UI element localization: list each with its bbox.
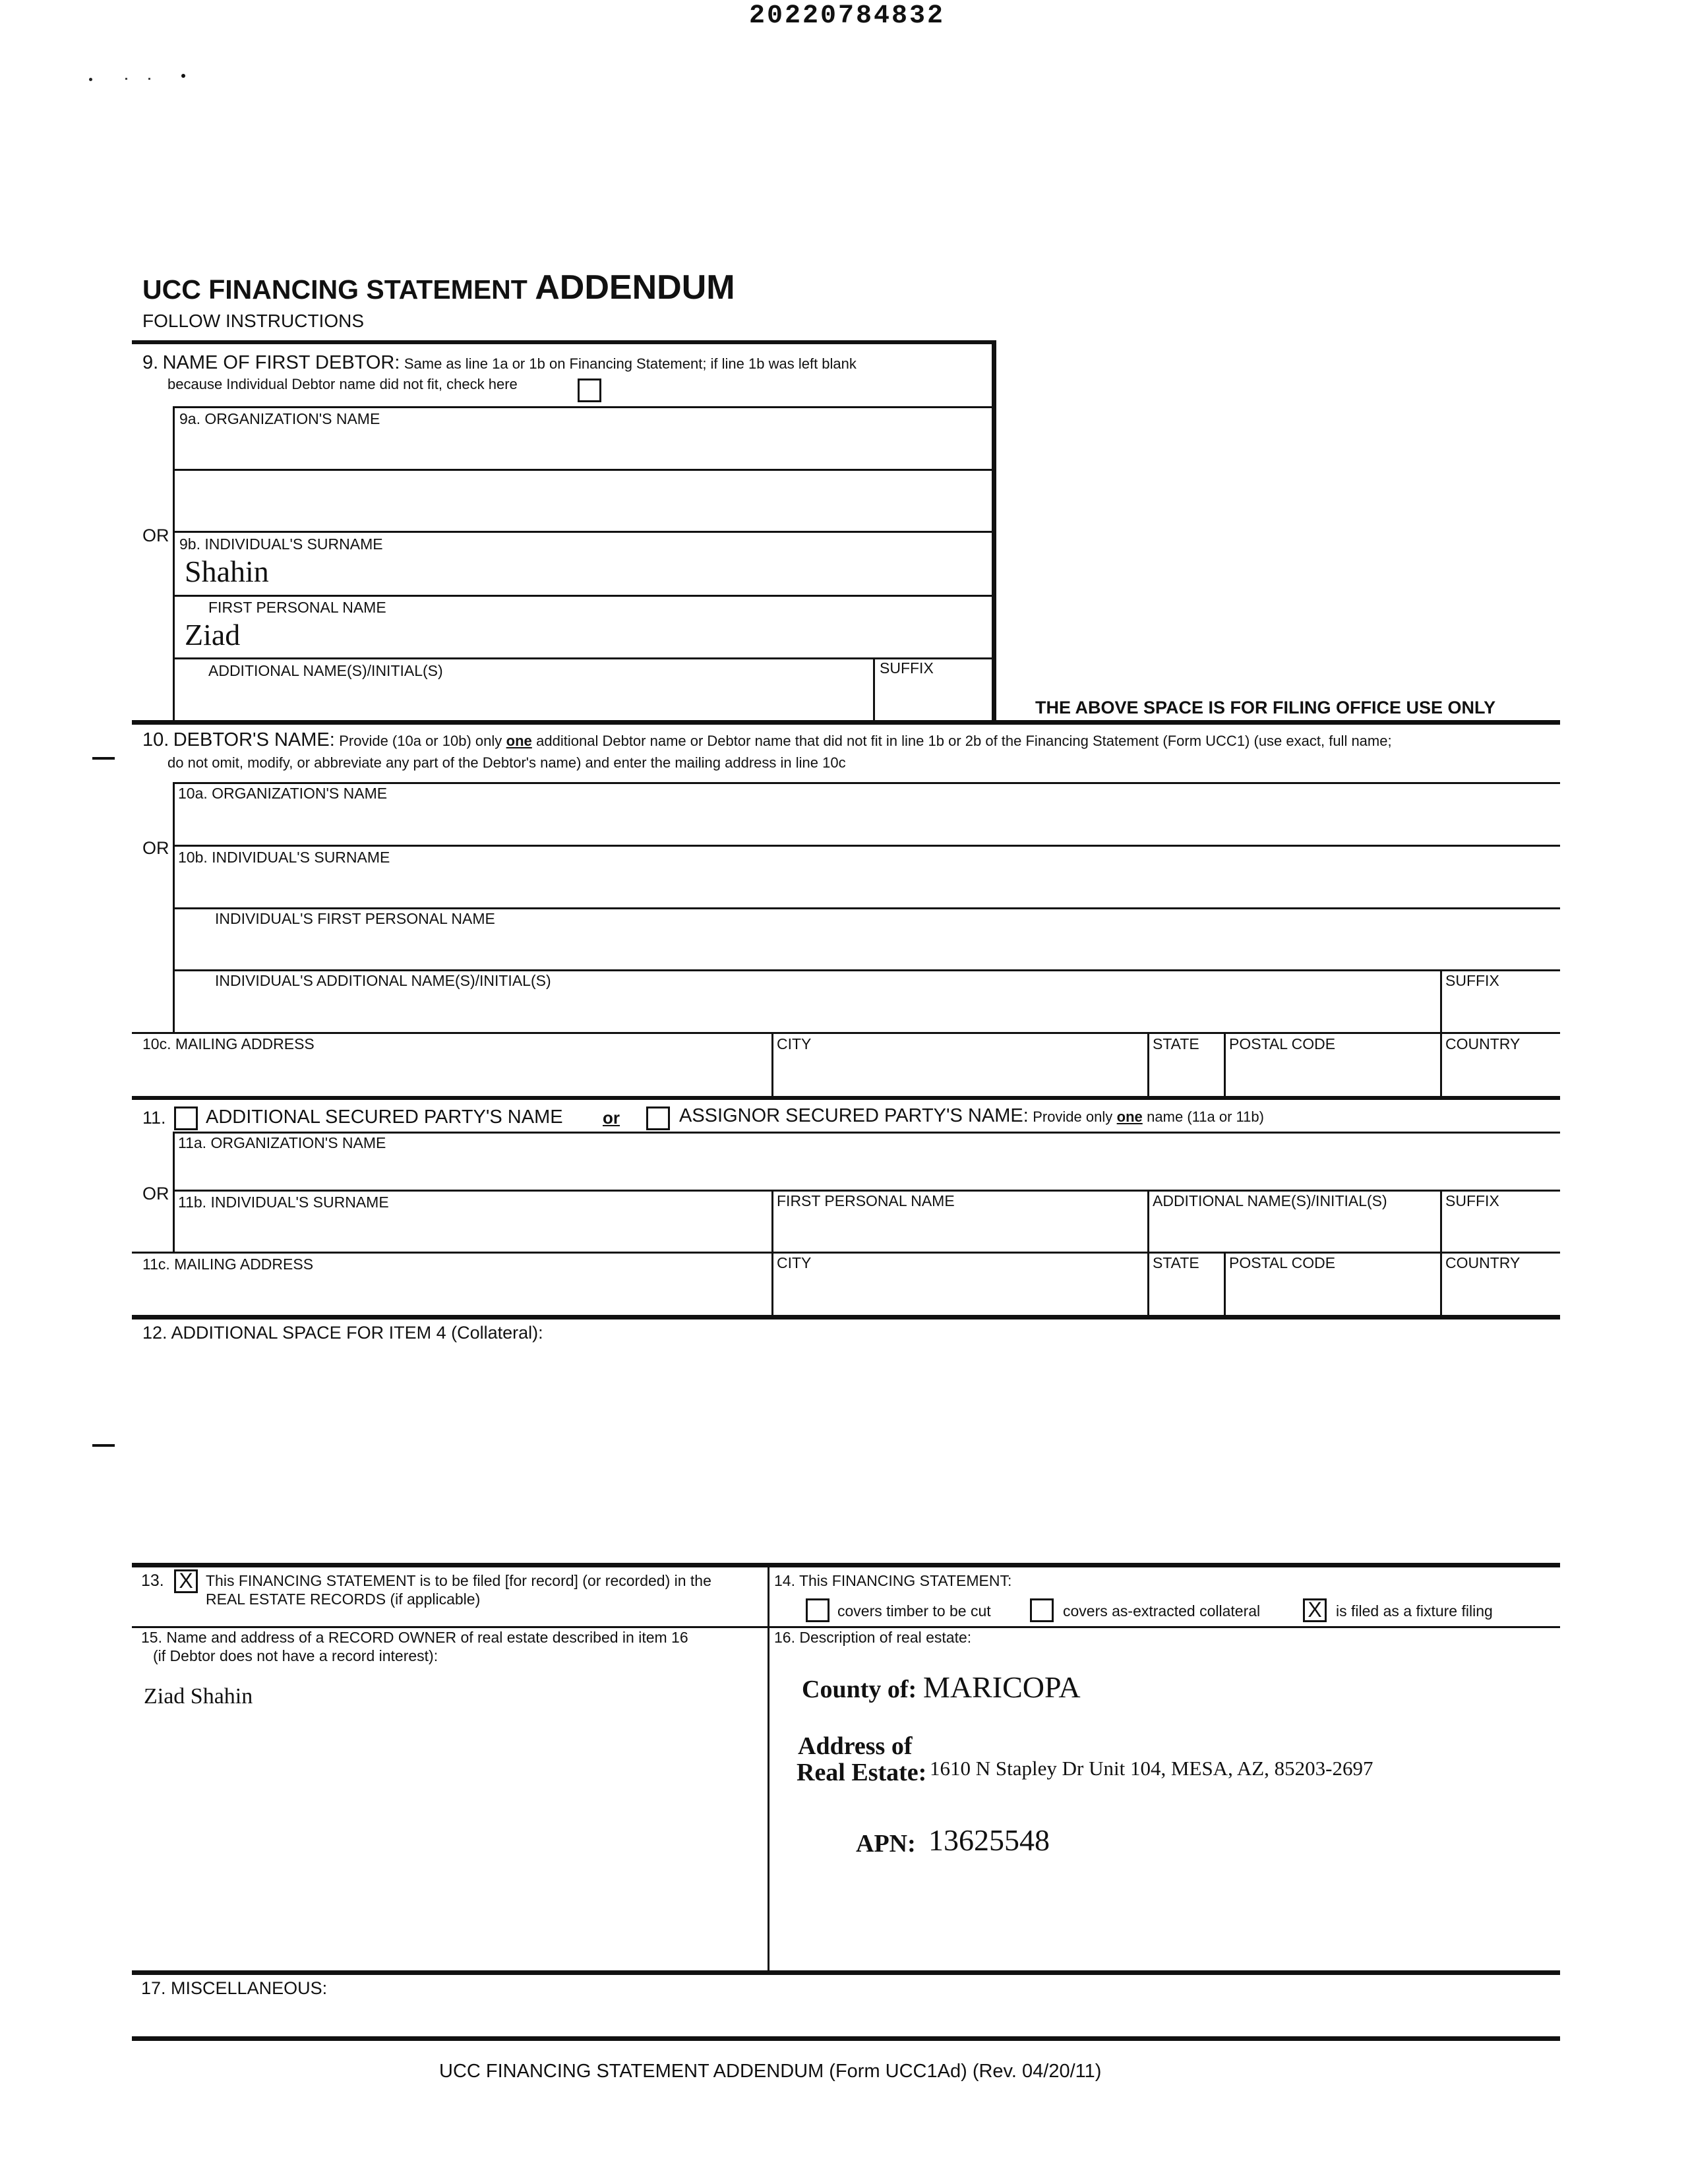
field-11-country-label: COUNTRY <box>1445 1254 1521 1271</box>
field-11-additional-names-label: ADDITIONAL NAME(S)/INITIAL(S) <box>1153 1192 1387 1209</box>
section11-note-a: Provide only <box>1033 1108 1113 1125</box>
section10-desc-b: additional Debtor name or Debtor name that did not fit in line 1b or 2b of the Financing Statement (Form UCC1) (use exact, full name; <box>536 733 1392 749</box>
section10-desc-a: Provide (10a or 10b) only <box>339 733 502 749</box>
section10-or: OR <box>142 838 169 858</box>
additional-secured-party-label: ADDITIONAL SECURED PARTY'S NAME <box>206 1107 563 1128</box>
section10-header <box>142 729 1392 750</box>
section13-line1: This FINANCING STATEMENT is to be filed [for record] (or recorded) in the <box>206 1572 711 1589</box>
document-number: 20220784832 <box>749 1 946 31</box>
field-10a-label: 10a. ORGANIZATION'S NAME <box>178 785 388 802</box>
follow-instructions: FOLLOW INSTRUCTIONS <box>142 311 365 331</box>
section10-desc-2: do not omit, modify, or abbreviate any part of the Debtor's name) and enter the mailing address in line 10c <box>167 754 846 771</box>
field-9-suffix-label: SUFFIX <box>880 659 934 677</box>
field-9b-surname-value[interactable]: Shahin <box>185 555 269 588</box>
field-10-suffix-label: SUFFIX <box>1445 972 1499 989</box>
field-11b-label: 11b. INDIVIDUAL'S SURNAME <box>178 1194 389 1211</box>
field-10-city-label: CITY <box>777 1035 812 1052</box>
section11-or-word: or <box>603 1108 620 1128</box>
timber-label: covers timber to be cut <box>837 1602 991 1620</box>
timber-checkbox[interactable] <box>806 1598 829 1622</box>
field-11-state-label: STATE <box>1153 1254 1199 1271</box>
section13-line2: REAL ESTATE RECORDS (if applicable) <box>206 1591 481 1608</box>
form-footer: UCC FINANCING STATEMENT ADDENDUM (Form UCC1Ad) (Rev. 04/20/11) <box>439 2061 1102 2082</box>
assignor-secured-party <box>679 1105 1264 1126</box>
section11-or: OR <box>142 1184 169 1203</box>
assignor-secured-party-checkbox[interactable] <box>646 1107 670 1130</box>
field-11a-label: 11a. ORGANIZATION'S NAME <box>178 1134 386 1151</box>
section9-header <box>142 352 857 373</box>
field-9-first-name-value[interactable]: Ziad <box>185 618 241 652</box>
section11-note-one: one <box>1116 1108 1143 1125</box>
section9-title: NAME OF FIRST DEBTOR: <box>162 352 400 373</box>
field-10-state-label: STATE <box>1153 1035 1199 1052</box>
county-label: County of: <box>802 1676 917 1703</box>
apn-label: APN: <box>856 1830 916 1858</box>
form-title-main: UCC FINANCING STATEMENT <box>142 274 528 305</box>
section17-label: 17. MISCELLANEOUS: <box>141 1978 328 1998</box>
assignor-secured-party-label: ASSIGNOR SECURED PARTY'S NAME: <box>679 1105 1029 1126</box>
section12-label: 12. ADDITIONAL SPACE FOR ITEM 4 (Collateral): <box>142 1323 543 1343</box>
record-owner-value[interactable]: Ziad Shahin <box>144 1684 253 1709</box>
section16-label: 16. Description of real estate: <box>774 1629 972 1646</box>
address-label-line2: Real Estate: <box>797 1759 927 1786</box>
field-9-first-name-label: FIRST PERSONAL NAME <box>208 599 386 616</box>
field-10b-label: 10b. INDIVIDUAL'S SURNAME <box>178 849 390 866</box>
filing-office-note: THE ABOVE SPACE IS FOR FILING OFFICE USE ONLY <box>1035 698 1496 717</box>
fixture-filing-checkbox[interactable]: X <box>1303 1598 1327 1622</box>
field-11-city-label: CITY <box>777 1254 812 1271</box>
field-9a-label: 9a. ORGANIZATION'S NAME <box>179 410 380 427</box>
as-extracted-label: covers as-extracted collateral <box>1063 1602 1261 1620</box>
field-9-additional-names-label: ADDITIONAL NAME(S)/INITIAL(S) <box>208 662 443 679</box>
section11-note-b: name (11a or 11b) <box>1147 1108 1264 1125</box>
field-11c-label: 11c. MAILING ADDRESS <box>142 1256 314 1273</box>
section9-desc: Same as line 1a or 1b on Financing Statement; if line 1b was left blank <box>404 355 857 372</box>
address-value[interactable]: 1610 N Stapley Dr Unit 104, MESA, AZ, 85203-2697 <box>930 1757 1373 1780</box>
field-10-country-label: COUNTRY <box>1445 1035 1521 1052</box>
section15-line1: 15. Name and address of a RECORD OWNER of real estate described in item 16 <box>141 1629 688 1646</box>
section15-line2: (if Debtor does not have a record interest): <box>153 1647 438 1664</box>
field-10-first-name-label: INDIVIDUAL'S FIRST PERSONAL NAME <box>215 910 495 927</box>
field-11-postal-label: POSTAL CODE <box>1229 1254 1336 1271</box>
address-label-line1: Address of <box>798 1732 913 1760</box>
county-value[interactable]: MARICOPA <box>923 1670 1081 1704</box>
field-10-postal-label: POSTAL CODE <box>1229 1035 1336 1052</box>
section10-title: DEBTOR'S NAME: <box>173 729 335 750</box>
field-11-suffix-label: SUFFIX <box>1445 1192 1499 1209</box>
scan-marks <box>89 71 195 84</box>
additional-secured-party-checkbox[interactable] <box>174 1107 198 1130</box>
margin-tick-2 <box>92 1444 115 1447</box>
as-extracted-checkbox[interactable] <box>1030 1598 1054 1622</box>
real-estate-records-checkbox[interactable]: X <box>174 1569 198 1593</box>
field-9b-label: 9b. INDIVIDUAL'S SURNAME <box>179 535 383 553</box>
section9-number: 9. <box>142 352 159 373</box>
field-11-first-name-label: FIRST PERSONAL NAME <box>777 1192 955 1209</box>
field-10-additional-names-label: INDIVIDUAL'S ADDITIONAL NAME(S)/INITIAL(S) <box>215 972 551 989</box>
field-10c-label: 10c. MAILING ADDRESS <box>142 1035 315 1052</box>
form-title-addendum: ADDENDUM <box>535 268 735 307</box>
margin-tick-1 <box>92 757 115 760</box>
section10-number: 10. <box>142 729 169 750</box>
section14-label: 14. This FINANCING STATEMENT: <box>774 1572 1012 1589</box>
form-title <box>142 269 735 308</box>
section9-desc-2: because Individual Debtor name did not fit, check here <box>167 376 518 392</box>
section13-number: 13. <box>141 1571 164 1590</box>
apn-value[interactable]: 13625548 <box>928 1823 1050 1857</box>
fixture-filing-label: is filed as a fixture filing <box>1336 1602 1493 1620</box>
section9-same-name-checkbox[interactable] <box>578 379 601 402</box>
section9-or: OR <box>142 526 169 545</box>
section11-number: 11. <box>142 1108 166 1128</box>
section10-desc-one: one <box>506 733 532 749</box>
